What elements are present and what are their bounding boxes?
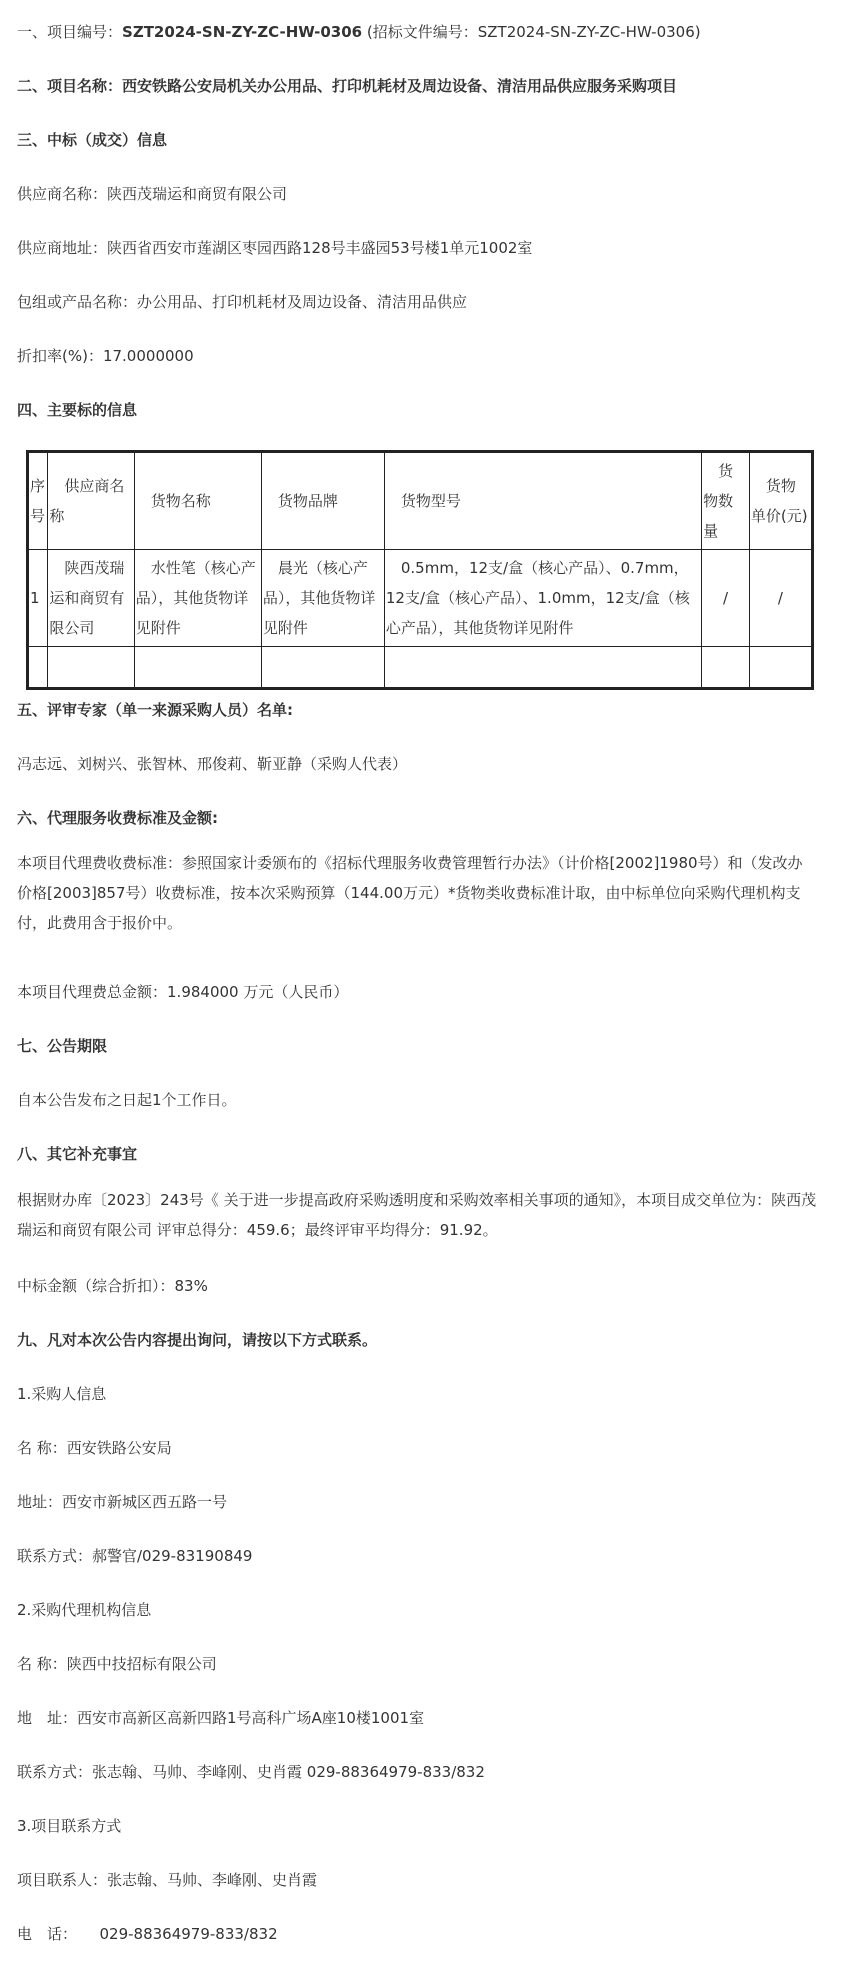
project-number-line — [17, 22, 846, 42]
experts-title: 五、评审专家（单一来源采购人员）名单: — [17, 701, 294, 719]
award-amount: 中标金额（综合折扣）：83% — [17, 1277, 208, 1295]
cell-supplier: 陕西茂瑞运和商贸有限公司 — [48, 550, 134, 647]
main-subject-title: 四、主要标的信息 — [17, 401, 138, 419]
main-subject-table — [26, 450, 814, 690]
tender-doc-number: (招标文件编号：SZT2024-SN-ZY-ZC-HW-0306) — [366, 23, 701, 41]
project-number-label: 一、项目编号： — [17, 23, 123, 41]
cell-goods: 水性笔（核心产品），其他货物详见附件 — [134, 550, 261, 647]
agent-name: 名 称：陕西中技招标有限公司 — [17, 1655, 217, 1673]
award-info-title: 三、中标（成交）信息 — [17, 131, 168, 149]
buyer-address: 地址：西安市新城区西五路一号 — [17, 1493, 228, 1511]
table-empty-row — [28, 647, 813, 689]
contact-title: 九、凡对本次公告内容提出询问，请按以下方式联系。 — [17, 1331, 378, 1349]
discount-rate: 折扣率(%)：17.0000000 — [17, 347, 194, 365]
supplementary-text: 根据财办库〔2023〕243号《 关于进一步提高政府采购透明度和采购效率相关事项的通知》，本项目成交单位为：陕西茂瑞运和商贸有限公司 评审总得分：459.6；最终评审平均得分：91.92。 — [17, 1191, 817, 1239]
header-qty: 货物数量 — [702, 452, 750, 550]
project-contact-title: 3.项目联系方式 — [17, 1817, 122, 1835]
experts-names: 冯志远、刘树兴、张智林、邢俊莉、靳亚静（采购人代表） — [17, 755, 408, 773]
cell-qty: / — [702, 550, 750, 647]
header-goods: 货物名称 — [134, 452, 261, 550]
buyer-info-title: 1.采购人信息 — [17, 1385, 107, 1403]
package-name: 包组或产品名称：办公用品、打印机耗材及周边设备、清洁用品供应 — [17, 293, 468, 311]
agent-info-title: 2.采购代理机构信息 — [17, 1601, 152, 1619]
header-seq: 序号 — [28, 452, 48, 550]
buyer-contact: 联系方式：郝警官/029-83190849 — [17, 1547, 253, 1565]
header-model: 货物型号 — [384, 452, 701, 550]
project-contact-phone: 电 话： 029-88364979-833/832 — [17, 1925, 278, 1943]
supplier-name: 供应商名称：陕西茂瑞运和商贸有限公司 — [17, 185, 288, 203]
header-brand: 货物品牌 — [261, 452, 384, 550]
table-header-row — [28, 452, 813, 550]
agent-contact: 联系方式：张志翰、马帅、李峰刚、史肖霞 029-88364979-833/832 — [17, 1763, 485, 1781]
cell-brand: 晨光（核心产品），其他货物详见附件 — [261, 550, 384, 647]
project-number-code: SZT2024-SN-ZY-ZC-HW-0306 — [122, 23, 363, 41]
cell-model: 0.5mm，12支/盒（核心产品）、0.7mm，12支/盒（核心产品）、1.0mm，12支/盒（核心产品），其他货物详见附件 — [384, 550, 701, 647]
supplier-address: 供应商地址：陕西省西安市莲湖区枣园西路128号丰盛园53号楼1单元1002室 — [17, 239, 533, 257]
project-contact-people: 项目联系人：张志翰、马帅、李峰刚、史肖霞 — [17, 1871, 318, 1889]
buyer-name: 名 称：西安铁路公安局 — [17, 1439, 172, 1457]
agency-fee-standard: 本项目代理费收费标准：参照国家计委颁布的《招标代理服务收费管理暂行办法》（计价格[2002]1980号）和（发改办价格[2003]857号）收费标准，按本次采购预算（144.00万元）*货物类收费标准计取，由中标单位向采购代理机构支付，此费用含于报价中。 — [17, 854, 803, 932]
notice-period-text: 自本公告发布之日起1个工作日。 — [17, 1091, 237, 1109]
header-price: 货物单价(元) — [749, 452, 812, 550]
cell-seq: 1 — [28, 550, 48, 647]
supplementary-title: 八、其它补充事宜 — [17, 1145, 138, 1163]
agency-fee-total: 本项目代理费总金额：1.984000 万元（人民币） — [17, 983, 349, 1001]
cell-price: / — [749, 550, 812, 647]
project-name-line: 二、项目名称：西安铁路公安局机关办公用品、打印机耗材及周边设备、清洁用品供应服务采购项目 — [17, 77, 678, 95]
agency-fee-title: 六、代理服务收费标准及金额: — [17, 809, 218, 827]
notice-period-title: 七、公告期限 — [17, 1037, 108, 1055]
table-row — [28, 550, 813, 647]
header-supplier: 供应商名称 — [48, 452, 134, 550]
agent-address: 地 址：西安市高新区高新四路1号高科广场A座10楼1001室 — [17, 1709, 425, 1727]
